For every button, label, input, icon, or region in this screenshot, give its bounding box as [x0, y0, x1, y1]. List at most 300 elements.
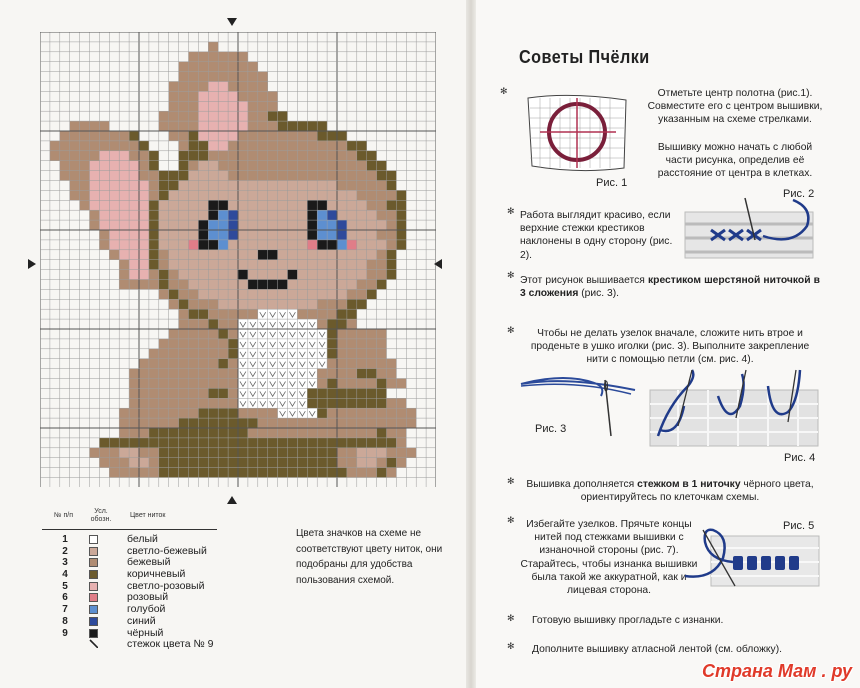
- chart-cell: [129, 418, 139, 428]
- chart-cell: [297, 280, 307, 290]
- chart-cell: [169, 240, 179, 250]
- chart-cell: [367, 190, 377, 200]
- chart-cell: [367, 161, 377, 171]
- chart-cell: [119, 200, 129, 210]
- chart-cell: [169, 369, 179, 379]
- chart-cell: [347, 181, 357, 191]
- chart-cell: [387, 458, 397, 468]
- chart-cell: [347, 270, 357, 280]
- chart-cell: [327, 349, 337, 359]
- page-spine: [466, 0, 476, 688]
- chart-cell: [258, 190, 268, 200]
- chart-cell: [337, 250, 347, 260]
- chart-cell: [218, 260, 228, 270]
- chart-cell: [297, 240, 307, 250]
- chart-cell: [238, 289, 248, 299]
- chart-cell: [129, 190, 139, 200]
- chart-cell: [119, 458, 129, 468]
- chart-cell: [307, 171, 317, 181]
- chart-cell: [208, 468, 218, 478]
- backstitch-icon: [89, 639, 98, 648]
- chart-cell: [228, 289, 238, 299]
- chart-cell: [159, 379, 169, 389]
- chart-cell: [189, 190, 199, 200]
- chart-cell: [189, 91, 199, 101]
- legend-swatch-icon: [89, 617, 98, 626]
- chart-cell: [90, 210, 100, 220]
- chart-cell: [288, 418, 298, 428]
- chart-cell: [357, 260, 367, 270]
- chart-cell: [99, 200, 109, 210]
- chart-cell: [357, 280, 367, 290]
- chart-cell: [208, 299, 218, 309]
- legend-label: коричневый: [127, 568, 186, 581]
- chart-cell: [109, 448, 119, 458]
- chart-cell: [377, 388, 387, 398]
- chart-cell: [198, 250, 208, 260]
- chart-cell: [278, 230, 288, 240]
- chart-cell: [208, 398, 218, 408]
- chart-cell: [347, 240, 357, 250]
- chart-cell: [119, 428, 129, 438]
- chart-cell: [258, 260, 268, 270]
- chart-cell: [129, 260, 139, 270]
- chart-cell: [218, 299, 228, 309]
- chart-cell: [367, 200, 377, 210]
- chart-cell: [278, 200, 288, 210]
- chart-cell: [129, 379, 139, 389]
- chart-cell: [238, 458, 248, 468]
- chart-cell: [387, 210, 397, 220]
- chart-cell: [208, 181, 218, 191]
- chart-cell: [119, 280, 129, 290]
- chart-cell: [347, 428, 357, 438]
- chart-cell: [297, 418, 307, 428]
- chart-cell: [189, 280, 199, 290]
- chart-cell: [327, 369, 337, 379]
- chart-cell: [258, 438, 268, 448]
- chart-cell: [198, 379, 208, 389]
- chart-cell: [218, 339, 228, 349]
- chart-cell: [169, 458, 179, 468]
- chart-cell: [198, 458, 208, 468]
- chart-cell: [347, 349, 357, 359]
- chart-cell: [189, 408, 199, 418]
- chart-cell: [169, 379, 179, 389]
- bee-bullet-icon: ✻: [500, 86, 508, 96]
- chart-cell: [268, 428, 278, 438]
- chart-cell: [347, 329, 357, 339]
- chart-cell: [119, 151, 129, 161]
- chart-cell: [70, 121, 80, 131]
- chart-cell: [317, 289, 327, 299]
- chart-cell: [268, 131, 278, 141]
- chart-cell: [396, 428, 406, 438]
- chart-cell: [228, 161, 238, 171]
- chart-cell: [317, 408, 327, 418]
- chart-cell: [337, 190, 347, 200]
- chart-cell: [337, 280, 347, 290]
- chart-cell: [169, 270, 179, 280]
- chart-cell: [218, 62, 228, 72]
- chart-cell: [198, 299, 208, 309]
- chart-cell: [198, 369, 208, 379]
- chart-cell: [278, 121, 288, 131]
- chart-cell: [208, 151, 218, 161]
- chart-cell: [198, 210, 208, 220]
- chart-cell: [317, 309, 327, 319]
- chart-cell: [327, 220, 337, 230]
- chart-cell: [238, 230, 248, 240]
- chart-cell: [159, 220, 169, 230]
- tip-backstitch-text: Вышивка дополняется: [526, 479, 638, 490]
- chart-cell: [70, 161, 80, 171]
- chart-cell: [268, 111, 278, 121]
- chart-cell: [347, 448, 357, 458]
- chart-cell: [387, 448, 397, 458]
- chart-cell: [198, 111, 208, 121]
- chart-cell: [179, 369, 189, 379]
- chart-cell: [189, 428, 199, 438]
- chart-cell: [238, 151, 248, 161]
- chart-cell: [307, 220, 317, 230]
- chart-cell: [109, 131, 119, 141]
- chart-cell: [327, 299, 337, 309]
- chart-cell: [238, 210, 248, 220]
- chart-cell: [218, 181, 228, 191]
- chart-cell: [80, 151, 90, 161]
- chart-cell: [198, 280, 208, 290]
- chart-cell: [357, 270, 367, 280]
- chart-cell: [307, 438, 317, 448]
- chart-cell: [278, 220, 288, 230]
- chart-cell: [248, 190, 258, 200]
- chart-cell: [337, 438, 347, 448]
- chart-cell: [208, 42, 218, 52]
- chart-cell: [367, 408, 377, 418]
- chart-cell: [337, 260, 347, 270]
- chart-cell: [99, 458, 109, 468]
- chart-cell: [288, 299, 298, 309]
- chart-cell: [189, 438, 199, 448]
- chart-cell: [307, 200, 317, 210]
- chart-cell: [327, 289, 337, 299]
- chart-cell: [70, 131, 80, 141]
- chart-cell: [317, 319, 327, 329]
- chart-cell: [50, 141, 60, 151]
- chart-cell: [139, 379, 149, 389]
- tip-backstitch: [520, 478, 820, 504]
- chart-cell: [297, 458, 307, 468]
- chart-cell: [198, 438, 208, 448]
- chart-cell: [189, 458, 199, 468]
- chart-cell: [288, 141, 298, 151]
- chart-cell: [179, 151, 189, 161]
- chart-cell: [179, 62, 189, 72]
- chart-cell: [119, 220, 129, 230]
- chart-cell: [189, 151, 199, 161]
- chart-cell: [198, 151, 208, 161]
- chart-cell: [327, 438, 337, 448]
- chart-cell: [129, 171, 139, 181]
- chart-cell: [387, 260, 397, 270]
- chart-cell: [268, 468, 278, 478]
- fig2-stitch-illustration: [683, 196, 823, 262]
- chart-cell: [367, 250, 377, 260]
- chart-cell: [258, 289, 268, 299]
- chart-cell: [367, 349, 377, 359]
- chart-cell: [129, 270, 139, 280]
- chart-cell: [119, 171, 129, 181]
- legend-header-symbol: Усл. обозн.: [90, 508, 112, 523]
- chart-cell: [179, 329, 189, 339]
- chart-cell: [248, 220, 258, 230]
- chart-cell: [347, 260, 357, 270]
- chart-cell: [139, 438, 149, 448]
- chart-cell: [228, 418, 238, 428]
- chart-cell: [109, 250, 119, 260]
- chart-cell: [288, 230, 298, 240]
- chart-cell: [218, 161, 228, 171]
- chart-cell: [70, 181, 80, 191]
- chart-cell: [238, 52, 248, 62]
- chart-cell: [377, 359, 387, 369]
- legend-header-num: № п/п: [54, 512, 73, 519]
- chart-cell: [159, 438, 169, 448]
- chart-cell: [149, 418, 159, 428]
- chart-cell: [258, 408, 268, 418]
- chart-cell: [179, 250, 189, 260]
- chart-cell: [90, 448, 100, 458]
- chart-cell: [189, 62, 199, 72]
- chart-cell: [377, 329, 387, 339]
- chart-cell: [238, 250, 248, 260]
- chart-cell: [198, 309, 208, 319]
- legend-label: бежевый: [127, 556, 171, 569]
- chart-cell: [129, 161, 139, 171]
- chart-cell: [377, 210, 387, 220]
- chart-cell: [248, 62, 258, 72]
- chart-cell: [387, 230, 397, 240]
- legend-label: светло-розовый: [127, 579, 205, 592]
- chart-cell: [90, 121, 100, 131]
- chart-cell: [119, 141, 129, 151]
- chart-cell: [208, 121, 218, 131]
- tip-thread-type-bold: крестиком шерстяной ниточкой в 3 сложения: [520, 275, 821, 300]
- chart-cell: [228, 101, 238, 111]
- legend-header-color: Цвет ниток: [130, 512, 166, 519]
- chart-cell: [307, 428, 317, 438]
- chart-cell: [208, 171, 218, 181]
- chart-cell: [268, 171, 278, 181]
- chart-cell: [396, 210, 406, 220]
- chart-cell: [347, 458, 357, 468]
- bee-bullet-icon: ✻: [507, 613, 515, 623]
- chart-cell: [248, 250, 258, 260]
- chart-cell: [337, 359, 347, 369]
- chart-cell: [189, 309, 199, 319]
- fig4-loop-illustration: [648, 366, 820, 454]
- chart-cell: [347, 339, 357, 349]
- chart-cell: [198, 448, 208, 458]
- chart-cell: [218, 289, 228, 299]
- chart-cell: [297, 260, 307, 270]
- chart-cell: [377, 190, 387, 200]
- chart-cell: [377, 428, 387, 438]
- chart-cell: [179, 121, 189, 131]
- chart-cell: [228, 220, 238, 230]
- chart-cell: [297, 438, 307, 448]
- chart-cell: [258, 141, 268, 151]
- chart-cell: [139, 230, 149, 240]
- chart-cell: [278, 289, 288, 299]
- chart-cell: [238, 72, 248, 82]
- chart-cell: [198, 141, 208, 151]
- chart-cell: [218, 280, 228, 290]
- chart-cell: [109, 220, 119, 230]
- chart-cell: [208, 240, 218, 250]
- chart-cell: [396, 379, 406, 389]
- chart-cell: [327, 418, 337, 428]
- chart-cell: [99, 131, 109, 141]
- chart-cell: [129, 230, 139, 240]
- chart-cell: [377, 398, 387, 408]
- chart-cell: [307, 131, 317, 141]
- chart-cell: [70, 151, 80, 161]
- chart-cell: [278, 280, 288, 290]
- chart-cell: [208, 309, 218, 319]
- chart-cell: [357, 161, 367, 171]
- chart-cell: [218, 408, 228, 418]
- chart-cell: [149, 458, 159, 468]
- legend-row: [42, 604, 282, 616]
- chart-cell: [119, 260, 129, 270]
- chart-cell: [268, 299, 278, 309]
- legend-row: [42, 616, 282, 628]
- chart-cell: [367, 458, 377, 468]
- chart-cell: [327, 309, 337, 319]
- chart-cell: [208, 418, 218, 428]
- chart-cell: [297, 428, 307, 438]
- chart-cell: [327, 250, 337, 260]
- chart-cell: [149, 280, 159, 290]
- chart-cell: [159, 349, 169, 359]
- chart-cell: [198, 418, 208, 428]
- chart-cell: [228, 428, 238, 438]
- chart-cell: [377, 339, 387, 349]
- chart-cell: [208, 448, 218, 458]
- chart-cell: [377, 349, 387, 359]
- chart-cell: [119, 270, 129, 280]
- chart-cell: [169, 398, 179, 408]
- chart-cell: [179, 458, 189, 468]
- chart-cell: [169, 260, 179, 270]
- chart-cell: [50, 151, 60, 161]
- chart-cell: [189, 319, 199, 329]
- chart-cell: [317, 468, 327, 478]
- chart-cell: [357, 379, 367, 389]
- chart-cell: [278, 299, 288, 309]
- chart-cell: [119, 131, 129, 141]
- chart-cell: [149, 220, 159, 230]
- chart-cell: [258, 111, 268, 121]
- chart-cell: [248, 428, 258, 438]
- chart-cell: [337, 468, 347, 478]
- chart-cell: [238, 260, 248, 270]
- center-arrow-right: [434, 259, 442, 269]
- legend-label: светло-бежевый: [127, 544, 207, 557]
- chart-cell: [198, 339, 208, 349]
- chart-cell: [377, 270, 387, 280]
- chart-cell: [208, 200, 218, 210]
- chart-cell: [80, 181, 90, 191]
- chart-cell: [288, 250, 298, 260]
- chart-cell: [208, 250, 218, 260]
- chart-cell: [337, 220, 347, 230]
- chart-cell: [327, 131, 337, 141]
- chart-cell: [109, 210, 119, 220]
- chart-cell: [169, 418, 179, 428]
- chart-cell: [149, 200, 159, 210]
- chart-cell: [238, 408, 248, 418]
- chart-cell: [396, 220, 406, 230]
- chart-cell: [119, 438, 129, 448]
- chart-cell: [218, 359, 228, 369]
- chart-cell: [218, 349, 228, 359]
- chart-cell: [179, 171, 189, 181]
- chart-cell: [307, 210, 317, 220]
- chart-cell: [198, 329, 208, 339]
- chart-cell: [139, 458, 149, 468]
- chart-cell: [347, 309, 357, 319]
- fig5-caption: Рис. 5: [783, 520, 815, 532]
- chart-cell: [317, 220, 327, 230]
- legend-swatch-icon: [89, 570, 98, 579]
- chart-cell: [228, 299, 238, 309]
- chart-cell: [278, 270, 288, 280]
- chart-cell: [179, 141, 189, 151]
- chart-cell: [139, 359, 149, 369]
- chart-cell: [367, 329, 377, 339]
- chart-cell: [149, 161, 159, 171]
- chart-cell: [317, 131, 327, 141]
- chart-cell: [198, 468, 208, 478]
- chart-cell: [99, 141, 109, 151]
- chart-cell: [258, 240, 268, 250]
- chart-cell: [189, 240, 199, 250]
- chart-cell: [189, 171, 199, 181]
- chart-cell: [159, 190, 169, 200]
- chart-cell: [169, 329, 179, 339]
- chart-cell: [198, 171, 208, 181]
- chart-cell: [268, 240, 278, 250]
- chart-cell: [327, 200, 337, 210]
- chart-cell: [228, 369, 238, 379]
- tip-start-anywhere: Вышивку можно начать с любой части рисунка, определив её расстояние от центра в клетках.: [657, 142, 813, 180]
- tip-stitch-direction: Работа выглядит красиво, если верхние стежки крестиков наклонены в одну сторону (рис. 2).: [520, 210, 673, 261]
- chart-cell: [129, 438, 139, 448]
- legend-backstitch-row: [42, 639, 282, 651]
- chart-cell: [208, 52, 218, 62]
- chart-cell: [307, 230, 317, 240]
- chart-cell: [99, 220, 109, 230]
- chart-cell: [228, 379, 238, 389]
- chart-cell: [357, 438, 367, 448]
- center-arrow-top: [227, 18, 237, 26]
- chart-cell: [248, 161, 258, 171]
- chart-cell: [228, 230, 238, 240]
- chart-cell: [159, 270, 169, 280]
